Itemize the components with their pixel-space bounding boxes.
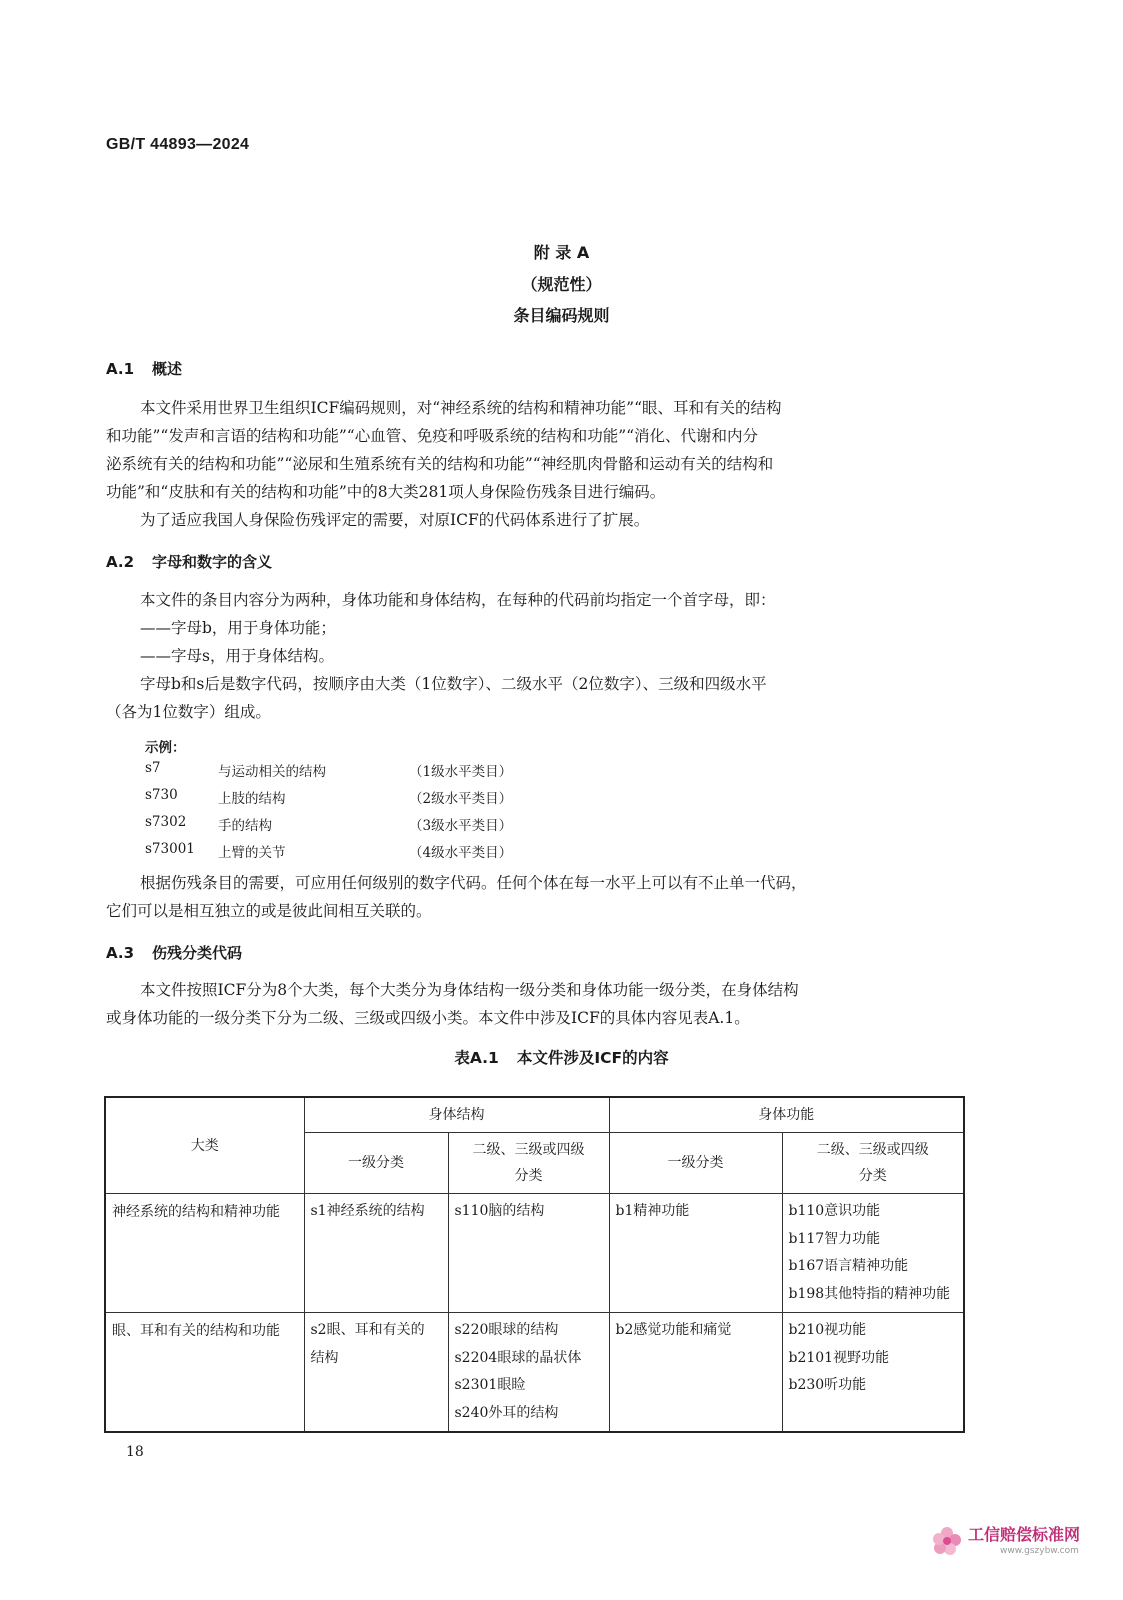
table-header-row bbox=[105, 1097, 964, 1133]
example-level: （1级水平类目） bbox=[409, 764, 513, 780]
cell-line: b2感觉功能和痛觉 bbox=[615, 1322, 732, 1338]
section-a2-heading bbox=[106, 551, 272, 572]
section-number: A.2 bbox=[106, 553, 135, 571]
standard-number: GB/T 44893—2024 bbox=[106, 136, 250, 153]
section-number: A.1 bbox=[106, 360, 135, 378]
para-line: 它们可以是相互独立的或是彼此间相互关联的。 bbox=[106, 902, 432, 920]
section-a1-heading bbox=[106, 358, 182, 379]
cell-line: b210视功能 bbox=[788, 1322, 867, 1338]
example-name: 上臂的关节 bbox=[218, 845, 286, 861]
watermark-text: 工信赔偿标准网 bbox=[968, 1525, 1081, 1544]
section-title: 概述 bbox=[152, 360, 183, 378]
header-function: 身体功能 bbox=[609, 1097, 964, 1133]
example-level: （4级水平类目） bbox=[409, 845, 513, 861]
example-code: s730 bbox=[145, 787, 178, 803]
cell-line: s1神经系统的结构 bbox=[310, 1203, 425, 1219]
table-caption bbox=[0, 1046, 1123, 1068]
cell-category: 眼、耳和有关的结构和功能 bbox=[105, 1313, 304, 1433]
example-code: s7302 bbox=[145, 814, 187, 830]
example-code: s73001 bbox=[145, 841, 195, 857]
cell-func-sub bbox=[782, 1313, 964, 1433]
cell-line: s2眼、耳和有关的 bbox=[310, 1322, 425, 1338]
cell-struct-level1 bbox=[304, 1194, 448, 1313]
section-a3-paragraph bbox=[106, 976, 982, 1032]
cell-category: 神经系统的结构和精神功能 bbox=[105, 1194, 304, 1313]
para-line: 本文件按照ICF分为8个大类，每个大类分为身体结构一级分类和身体功能一级分类，在身体结构 bbox=[140, 981, 799, 999]
appendix-title: 附 录 A bbox=[533, 243, 590, 262]
section-title: 伤残分类代码 bbox=[152, 944, 243, 962]
section-a2-after bbox=[106, 869, 982, 925]
cell-line: b230听功能 bbox=[788, 1377, 867, 1393]
watermark-url: www.gszybw.com bbox=[1000, 1546, 1079, 1556]
cell-line: b1精神功能 bbox=[615, 1203, 690, 1219]
cell-struct-level1 bbox=[304, 1313, 448, 1433]
cell-line: 结构 bbox=[310, 1349, 339, 1366]
appendix-subtitle: 条目编码规则 bbox=[513, 306, 610, 325]
header-line: 分类 bbox=[858, 1168, 887, 1184]
section-a1-paragraph bbox=[106, 394, 982, 534]
para-line: 和功能”“发声和言语的结构和功能”“心血管、免疫和呼吸系统的结构和功能”“消化、代谢和内分 bbox=[106, 427, 759, 445]
cell-line: s110脑的结构 bbox=[454, 1203, 545, 1219]
icf-table bbox=[104, 1096, 965, 1433]
para-line: 或身体功能的一级分类下分为二级、三级或四级小类。本文件中涉及ICF的具体内容见表A.1。 bbox=[106, 1009, 750, 1027]
table-caption-number: 表A.1 bbox=[454, 1049, 499, 1067]
table-caption-title: 本文件涉及ICF的内容 bbox=[516, 1049, 669, 1067]
header-func-level1: 一级分类 bbox=[609, 1133, 782, 1194]
cell-struct-sub bbox=[448, 1313, 609, 1433]
cell-func-sub bbox=[782, 1194, 964, 1313]
header-category: 大类 bbox=[105, 1097, 304, 1194]
example-code: s7 bbox=[145, 760, 161, 776]
para-line: 泌系统有关的结构和功能”“泌尿和生殖系统有关的结构和功能”“神经肌肉骨骼和运动有关的结构和 bbox=[106, 455, 774, 473]
header-line: 二级、三级或四级 bbox=[472, 1142, 585, 1158]
section-number: A.3 bbox=[106, 944, 135, 962]
para-line: 为了适应我国人身保险伤残评定的需要，对原ICF的代码体系进行了扩展。 bbox=[140, 511, 650, 529]
page-number: 18 bbox=[126, 1444, 144, 1460]
header-structure: 身体结构 bbox=[304, 1097, 609, 1133]
header-struct-sub bbox=[448, 1133, 609, 1194]
appendix-type: （规范性） bbox=[521, 275, 602, 294]
section-a2-body bbox=[106, 586, 982, 726]
cell-line: b2101视野功能 bbox=[788, 1349, 890, 1366]
cell-line: s2301眼睑 bbox=[454, 1377, 526, 1393]
para-line: 功能”和“皮肤和有关的结构和功能”中的8大类281项人身保险伤残条目进行编码。 bbox=[106, 483, 666, 501]
example-name: 上肢的结构 bbox=[218, 791, 286, 807]
para-line: 根据伤残条目的需要，可应用任何级别的数字代码。任何个体在每一水平上可以有不止单一代码， bbox=[140, 874, 807, 892]
section-title: 字母和数字的含义 bbox=[152, 553, 273, 571]
cell-line: s2204眼球的晶状体 bbox=[454, 1349, 582, 1366]
example-label: 示例： bbox=[145, 740, 186, 756]
table-row bbox=[105, 1194, 964, 1313]
example-level: （2级水平类目） bbox=[409, 791, 513, 807]
header-line: 二级、三级或四级 bbox=[816, 1142, 929, 1158]
cell-line: b110意识功能 bbox=[788, 1203, 881, 1219]
cell-line: b167语言精神功能 bbox=[788, 1258, 909, 1274]
header-struct-level1: 一级分类 bbox=[304, 1133, 448, 1194]
cell-line: s220眼球的结构 bbox=[454, 1322, 559, 1338]
section-a3-heading bbox=[106, 942, 242, 963]
example-name: 与运动相关的结构 bbox=[218, 764, 326, 780]
para-line: （各为1位数字）组成。 bbox=[106, 703, 271, 721]
para-line: 本文件的条目内容分为两种，身体功能和身体结构，在每种的代码前均指定一个首字母，即： bbox=[140, 591, 776, 609]
header-func-sub bbox=[782, 1133, 964, 1194]
watermark-flower-icon bbox=[930, 1524, 964, 1558]
para-line: 字母b和s后是数字代码，按顺序由大类（1位数字）、二级水平（2位数字）、三级和四级水平 bbox=[140, 675, 767, 693]
cell-line: s240外耳的结构 bbox=[454, 1404, 559, 1421]
list-item: ——字母b，用于身体功能； bbox=[140, 619, 336, 637]
cell-struct-sub bbox=[448, 1194, 609, 1313]
cell-line: b198其他特指的精神功能 bbox=[788, 1285, 951, 1302]
table-row bbox=[105, 1313, 964, 1433]
header-line: 分类 bbox=[514, 1168, 543, 1184]
cell-line: b117智力功能 bbox=[788, 1230, 881, 1247]
cell-func-level1 bbox=[609, 1194, 782, 1313]
example-level: （3级水平类目） bbox=[409, 818, 513, 834]
para-line: 本文件采用世界卫生组织ICF编码规则，对“神经系统的结构和精神功能”“眼、耳和有关的结构 bbox=[140, 399, 782, 417]
example-name: 手的结构 bbox=[218, 818, 272, 834]
list-item: ——字母s，用于身体结构。 bbox=[140, 647, 334, 665]
cell-func-level1 bbox=[609, 1313, 782, 1433]
